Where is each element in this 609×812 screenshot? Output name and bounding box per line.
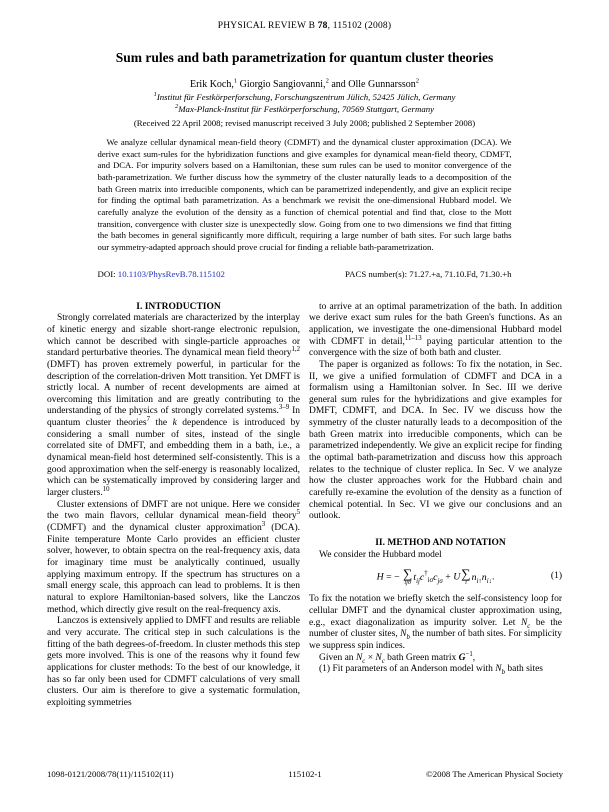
abstract: We analyze cellular dynamical mean-field theory (CDMFT) and the dynamical cluster approximation (DCA). We derive exact sum-rules for the hybridization functions and give examples for dynamical mean-field theory, CDMFT, and DCA. For impurity solvers based on a Hamiltonian, these sum rules can be used to monitor convergence of the bath-parametrization. We further discuss how the symmetry of the cluster naturally leads to a decomposition of the bath Green matrix into irreducible components, which can be parametrized independently, and give an explicit recipe for finding the optimal bath parametrization. As a benchmark we revisit the one-dimensional Hubbard model. We carefully analyze the evolution of the density as a function of chemical potential and find that, close to the Mott transition, convergence with cluster size is unexpectedly slow. Going from one to two dimensions we find that fitting the bath becomes in general significantly more difficult, requiring a large number of bath sites. For such large baths our symmetry-adapted approach should prove crucial for finding a reliable bath-parametrization. — [97, 137, 512, 252]
received-dates: (Received 22 April 2008; revised manuscript received 3 July 2008; published 2 September 2008) — [133, 118, 476, 128]
hubbard-model-lead: We consider the Hubbard model — [319, 549, 442, 560]
affiliation-1: $^1$Institut für Festkörperforschung, Forschungszentrum Jülich, 52425 Jülich, Germany — [153, 91, 456, 102]
doi — [98, 269, 225, 279]
intro-paragraph-1: Strongly correlated materials are characterized by the interplay of kinetic energy and sizable short-range electronic repulsion, which cannot be described with single-particle approaches or standard perturbative theories. The dynamical mean field theory$^{1,2}$ (DMFT) has proven extremely powerful, in particular for the description of the correlation-driven Mott transition. Yet DMFT is strictly local. A number of recent developments are aimed at overcoming this limitation and are greatly contributing to the understanding of the physics of strongly correlated systems.$^{3-9}$ In quantum cluster theories$^7$ the k dependence is introduced by considering a small number of sites, instead of the single correlated site of DMFT, and embedding them in a bath, i.e., a dynamical mean-field host determined self-consistently. This is a good approximation when the self-energy is reasonably localized, which can be systematically improved by considering larger and larger clusters.$^{10}$ — [47, 313, 301, 499]
section-heading-introduction: I. INTRODUCTION — [136, 301, 221, 312]
copyright: ©2008 The American Physical Society — [426, 769, 563, 779]
method-paragraph-2: Given an $N_c \times N_c$ bath Green matrix $G^{-1}$, — [319, 650, 476, 665]
right-column — [309, 302, 562, 710]
equation-1 — [309, 568, 562, 586]
intro-paragraph-3: Lanczos is extensively applied to DMFT and results are reliable and very accurate. The critical step in such calculations is the fitting of the bath degrees-of-freedom. In cluster methods this step gets more involved. This is one of the reasons why it found few applications for cluster methods: To the best of our knowledge, it has so far only been used for CDMFT calculations of very small clusters. Our aim is therefore to give a systematic formulation, exploiting symmetries — [47, 616, 300, 708]
page-number: 115102-1 — [288, 769, 322, 779]
left-column — [47, 302, 300, 710]
intro-paragraph-2: Cluster extensions of DMFT are not unique. Here we consider the two main flavors, cellular dynamical mean-field theory$^5$ (CDMFT) and the dynamical cluster approximation$^3$ (DCA). Finite temperature Monte Carlo provides an efficient cluster solver, however, to obtain spectra on the real-frequency axis, data for imaginary time must be analytically continued, usually applying maximum entropy. If the spectrum has structures on a small energy scale, this approach can lead to problems. It is then natural to explore Hamiltonian-based solvers, like the Lanczos method, which directly give result on the real-frequency axis. — [47, 499, 300, 615]
author-line: Erik Koch,$^1$ Giorgio Sangiovanni,$^2$ and Olle Gunnarsson$^2$ — [189, 77, 419, 90]
method-paragraph-1: To fix the notation we briefly sketch the self-consistency loop for cellular DMFT and the dynamical cluster approximation using, e.g., exact diagonalization as impurity solver. Let $N_c$ be the number of cluster sites, $N_b$ the number of bath sites. For simplicity we suppress spin indices. — [309, 594, 562, 651]
equation-1-number: (1) — [550, 571, 562, 582]
intro-paragraph-5: The paper is organized as follows: To fix the notation, in Sec. II, we give a unified formulation of CDMFT and DCA in a formalism using a Hamiltonian solver. In Sec. III we derive general sum rules for the hybridizations and give examples for DMFT, CDMFT, and DCA. In Sec. IV we discuss how the symmetry of the cluster naturally leads to a decomposition of the bath Green matrix into irreducible components, which can be parametrized independently. We give an explicit recipe for finding the optimal bath-parametrization and discuss how this approach relates to the technique of cluster replica. In Sec. V we analyze how the cluster approaches work for the Hubbard chain and carefully re-examine the evolution of the density as a function of chemical potential. In Sec. VI we give our conclusions and an outlook. — [309, 359, 562, 522]
equation-1-body: H = − ∑ ijσ $t_{ij}c^\dagger_{i\sigma}c_{j\sigma} + U$ ∑ i $n_{i↑}n_{i↓}$. — [376, 566, 495, 587]
pacs-numbers: PACS number(s): 71.27.+a, 71.10.Fd, 71.30.+h — [345, 268, 512, 279]
journal-header: PHYSICAL REVIEW B 78, 115102 (2008) — [217, 21, 392, 31]
intro-paragraph-4: to arrive at an optimal parametrization of the bath. In addition we derive exact sum rules for the bath Green's functions. As an application, we investigate the one-dimensional Hubbard model with CDMFT in detail,$^{11-13}$ paying particular attention to the convergence with the size of both bath and cluster. — [309, 301, 562, 359]
doi-pacs-row — [98, 269, 512, 279]
issn-identifier: 1098-0121/2008/78(11)/115102(11) — [47, 769, 174, 779]
doi-label: DOI: — [97, 268, 116, 279]
method-step-1: (1) Fit parameters of an Anderson model with $N_b$ bath sites — [319, 664, 543, 677]
section-heading-method: II. METHOD AND NOTATION — [375, 538, 506, 549]
two-column-body — [47, 302, 563, 710]
paper-title: Sum rules and bath parametrization for quantum cluster theories — [115, 50, 494, 65]
affiliation-2: $^2$Max-Planck-Institut für Festkörperforschung, 70569 Stuttgart, Germany — [174, 103, 435, 114]
page-footer — [47, 769, 563, 779]
doi-link[interactable]: 10.1103/PhysRevB.78.115102 — [117, 268, 225, 279]
